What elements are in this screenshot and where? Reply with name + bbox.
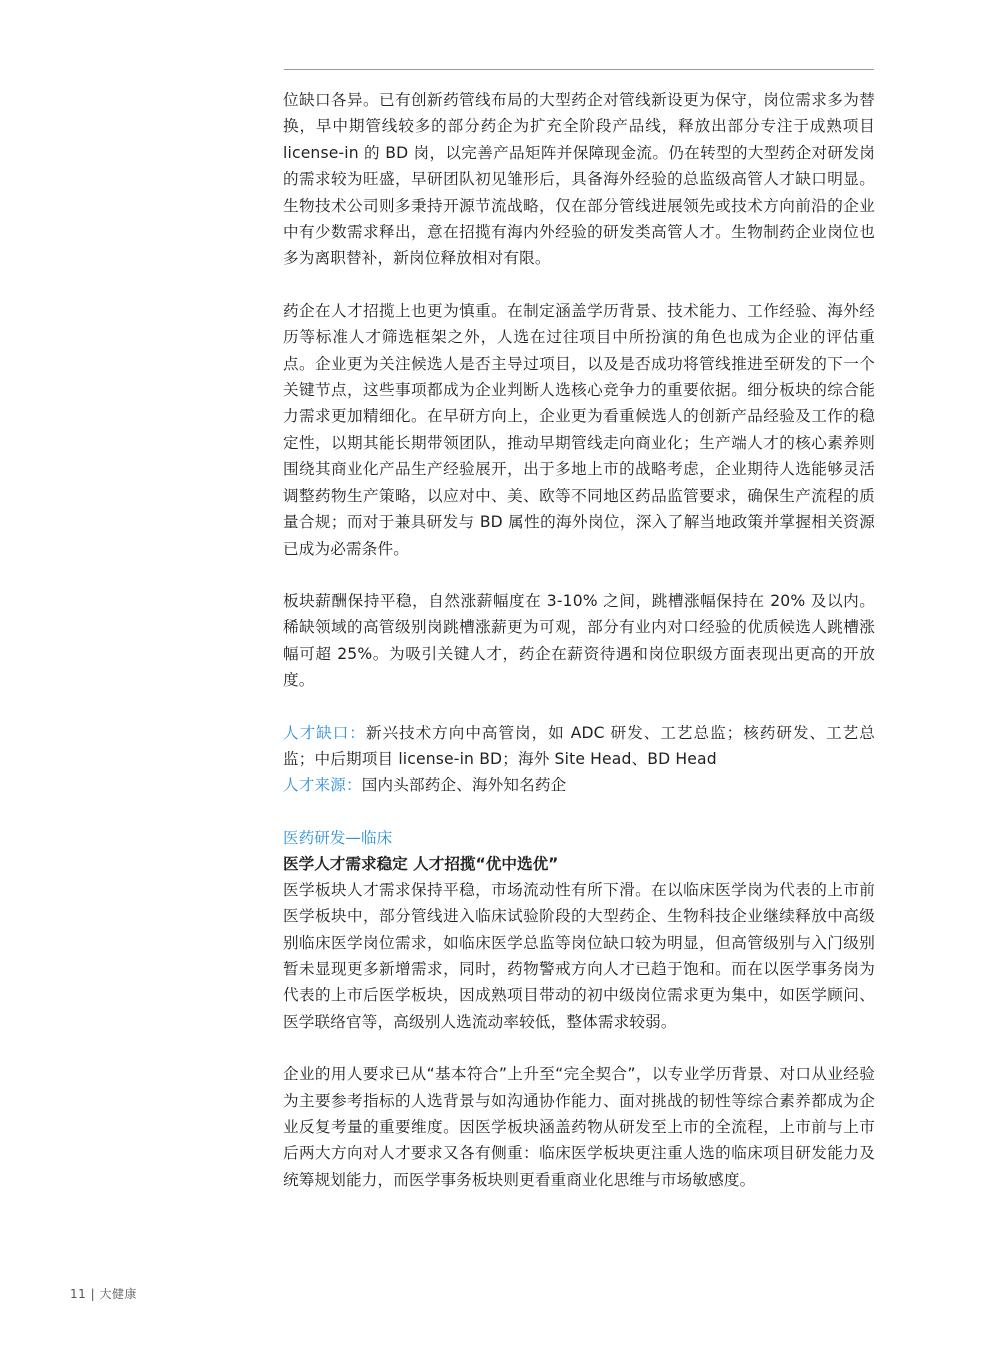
page-number: 11 (70, 1287, 87, 1301)
section-title: 医药研发—临床 (283, 828, 393, 847)
main-column (283, 87, 875, 1193)
talent-gap-label: 人才缺口： (283, 723, 366, 742)
footer-separator: | (90, 1287, 96, 1301)
talent-source-label: 人才来源： (283, 776, 362, 795)
footer-section-name: 大健康 (99, 1287, 137, 1301)
paragraph-2: 药企在人才招揽上也更为慎重。在制定涵盖学历背景、技术能力、工作经验、海外经历等标准人才筛选框架之外，人选在过往项目中所扮演的角色也成为企业的评估重点。企业更为关注候选人是否主导过项目，以及是否成功将管线推进至研发的下一个关键节点，这些事项都成为企业判断人选核心竞争力的重要依据。细分板块的综合能力需求更加精细化。在早研方向上，企业更为看重候选人的创新产品经验及工作的稳定性，以期其能长期带领团队，推动早期管线走向商业化；生产端人才的核心素养则围绕其商业化产品生产经验展开，出于多地上市的战略考虑，企业期待人选能够灵活调整药物生产策略，以应对中、美、欧等不同地区药品监管要求，确保生产流程的质量合规；而对于兼具研发与 BD 属性的海外岗位，深入了解当地政策并掌握相关资源已成为必需条件。 (283, 301, 875, 558)
paragraph-3: 板块薪酬保持平稳，自然涨薪幅度在 3-10% 之间，跳槽涨幅保持在 20% 及以内。稀缺领域的高管级别岗跳槽涨薪更为可观，部分有业内对口经验的优质候选人跳槽涨幅可超 25%。为吸引关键人才，药企在薪资待遇和岗位职级方面表现出更高的开放度。 (283, 591, 875, 690)
paragraph-4: 医学板块人才需求保持平稳，市场流动性有所下滑。在以临床医学岗为代表的上市前医学板块中，部分管线进入临床试验阶段的大型药企、生物科技企业继续释放中高级别临床医学岗位需求，如临床医学总监等岗位缺口较为明显，但高管级别与入门级别暂未显现更多新增需求，同时，药物警戒方向人才已趋于饱和。而在以医学事务岗为代表的上市后医学板块，因成熟项目带动的初中级岗位需求更为集中，如医学顾问、医学联络官等，高级别人选流动率较低，整体需求较弱。 (283, 880, 875, 1031)
talent-source (283, 772, 875, 798)
talent-gap-text: 新兴技术方向中高管岗，如 ADC 研发、工艺总监；核药研发、工艺总监；中后期项目 license-in BD；海外 Site Head、BD Head (283, 723, 875, 768)
talent-source-text: 国内头部药企、海外知名药企 (361, 776, 567, 795)
top-divider (284, 69, 874, 70)
section-subtitle: 医学人才需求稳定 人才招揽“优中选优” (283, 854, 559, 873)
talent-gap (283, 720, 875, 773)
paragraph-1: 位缺口各异。已有创新药管线布局的大型药企对管线新设更为保守，岗位需求多为替换，早中期管线较多的部分药企为扩充全阶段产品线，释放出部分专注于成熟项目 license-in 的 BD 岗，以完善产品矩阵并保障现金流。仍在转型的大型药企对研发岗的需求较为旺盛，早研团队初见雏形后，具备海外经验的总监级高管人才缺口明显。生物技术公司则多秉持开源节流战略，仅在部分管线进展领先或技术方向前沿的企业中有少数需求释出，意在招揽有海内外经验的研发类高管人才。生物制药企业岗位也多为离职替补，新岗位释放相对有限。 (283, 91, 875, 268)
page-footer (70, 1285, 137, 1302)
paragraph-5: 企业的用人要求已从“基本符合”上升至“完全契合”，以专业学历背景、对口从业经验为主要参考指标的人选背景与如沟通协作能力、面对挑战的韧性等综合素养都成为企业反复考量的重要维度。因医学板块涵盖药物从研发至上市的全流程，上市前与上市后两大方向对人才要求又各有侧重：临床医学板块更注重人选的临床项目研发能力及统筹规划能力，而医学事务板块则更看重商业化思维与市场敏感度。 (283, 1065, 875, 1189)
